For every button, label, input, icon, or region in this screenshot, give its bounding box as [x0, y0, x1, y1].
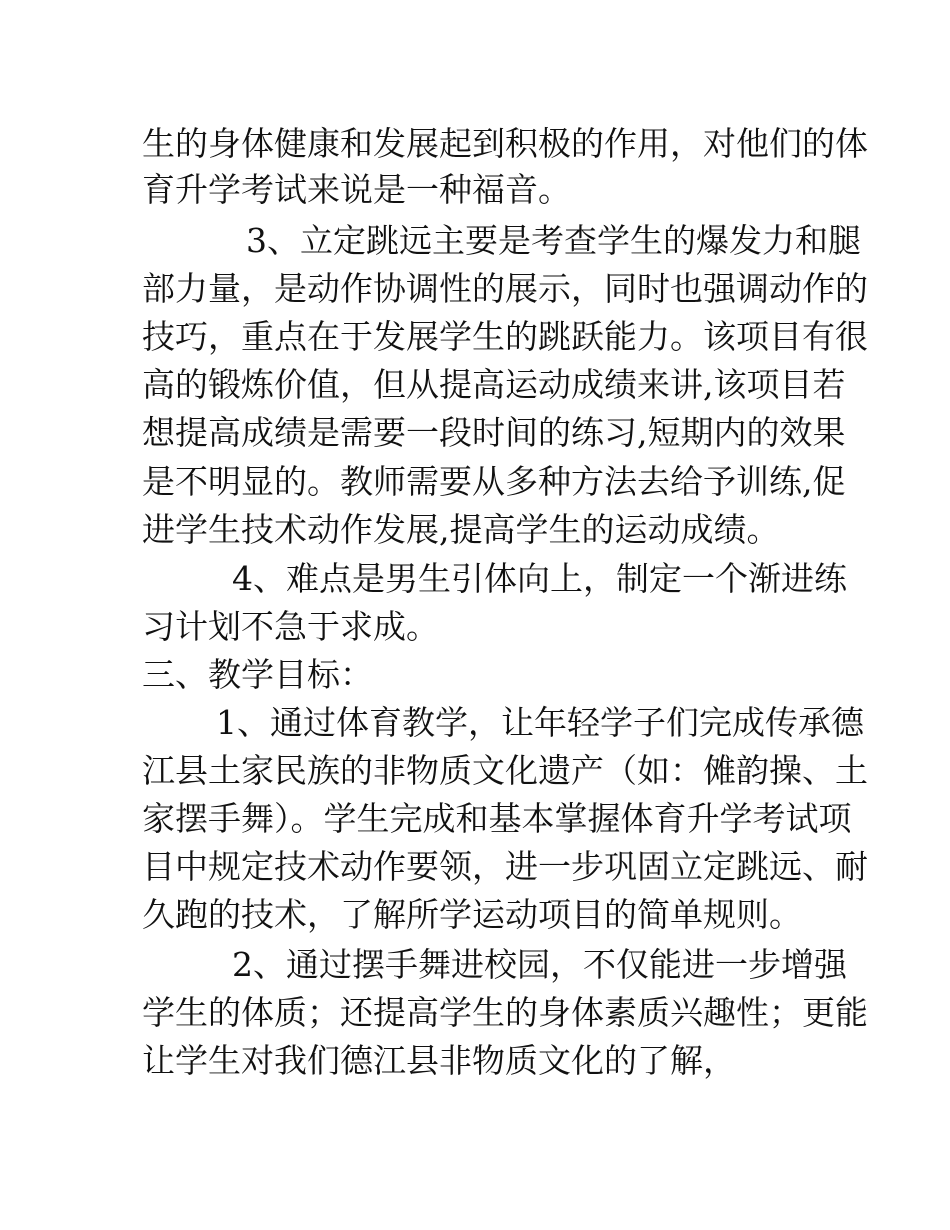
text-line: 习计划不急于求成。	[142, 607, 439, 646]
text-line: 想提高成绩是需要一段时间的练习,短期内的效果	[142, 413, 846, 452]
section-heading: 三、教学目标：	[142, 655, 373, 694]
text-line: 高的锻炼价值，但从提高运动成绩来讲,该项目若	[142, 365, 846, 404]
text-line: 江县土家民族的非物质文化遗产（如：傩韵操、土	[142, 751, 868, 790]
text-line: 目中规定技术动作要领，进一步巩固立定跳远、耐	[142, 847, 868, 886]
text-line: 是不明显的。教师需要从多种方法去给予训练,促	[142, 462, 846, 501]
paragraph-start-line: 4、难点是男生引体向上，制定一个渐进练	[232, 559, 847, 598]
text-line: 育升学考试来说是一种福音。	[142, 170, 571, 209]
paragraph-start-line: 1、通过体育教学，让年轻学子们完成传承德	[216, 703, 864, 742]
text-line: 生的身体健康和发展起到积极的作用，对他们的体	[142, 124, 868, 163]
paragraph-start-line: 3、立定跳远主要是考查学生的爆发力和腿	[246, 221, 861, 260]
paragraph-start-line: 2、通过摆手舞进校园，不仅能进一步增强	[232, 945, 847, 984]
text-line: 让学生对我们德江县非物质文化的了解，	[142, 1041, 736, 1080]
text-line: 家摆手舞）。学生完成和基本掌握体育升学考试项	[142, 799, 852, 838]
text-line: 久跑的技术，了解所学运动项目的简单规则。	[142, 895, 802, 934]
text-line: 部力量，是动作协调性的展示，同时也强调动作的	[142, 269, 868, 308]
text-line: 进学生技术动作发展,提高学生的运动成绩。	[142, 510, 780, 549]
text-line: 技巧，重点在于发展学生的跳跃能力。该项目有很	[142, 317, 868, 356]
text-line: 学生的体质；还提高学生的身体素质兴趣性；更能	[142, 993, 868, 1032]
